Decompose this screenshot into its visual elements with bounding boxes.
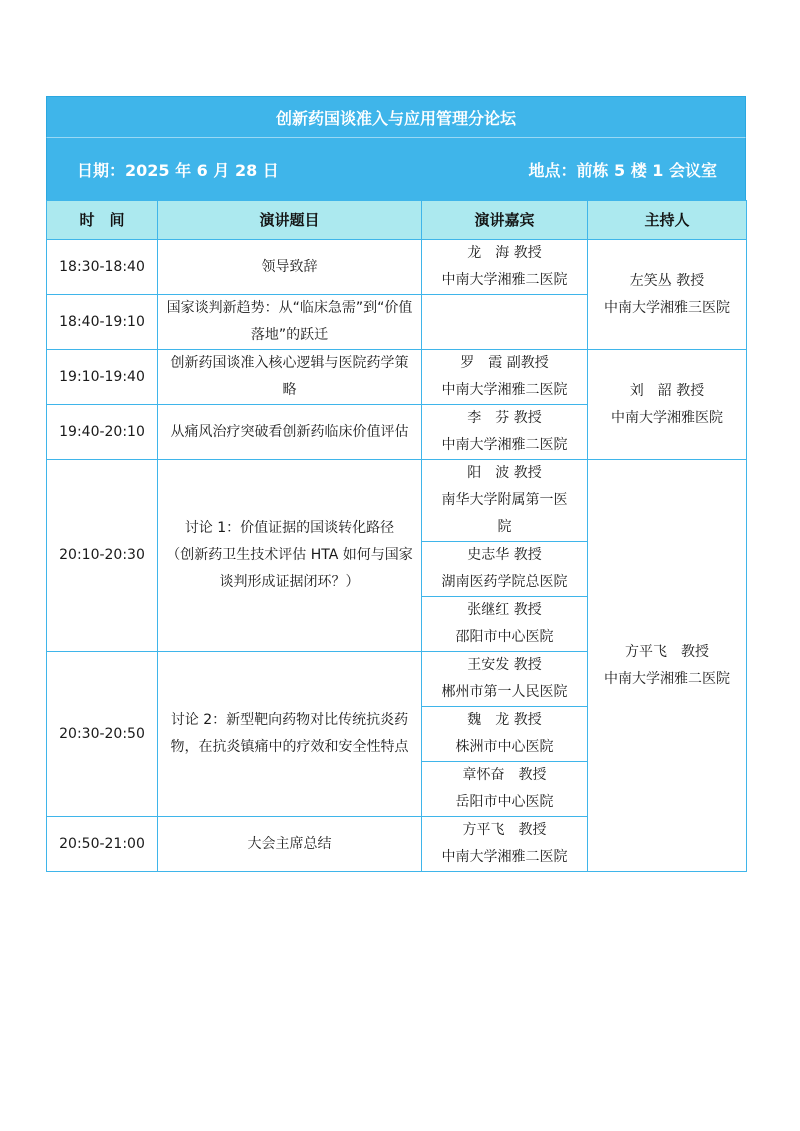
speaker-org: 岳阳市中心医院 bbox=[455, 794, 554, 810]
speaker-cell bbox=[422, 240, 588, 295]
session-topic: 从痛风治疗突破看创新药临床价值评估 bbox=[158, 405, 422, 460]
host-cell bbox=[588, 460, 747, 872]
table-row bbox=[47, 240, 747, 295]
session-topic-line: 讨论 1：价值证据的国谈转化路径 bbox=[184, 520, 395, 536]
speaker-cell-empty bbox=[422, 295, 588, 350]
session-time: 18:40-19:10 bbox=[47, 295, 158, 350]
header-row bbox=[47, 201, 747, 240]
speaker-cell bbox=[422, 707, 588, 762]
forum-info-bar bbox=[46, 138, 746, 200]
schedule-table bbox=[46, 200, 747, 872]
speaker-org: 中南大学湘雅二医院 bbox=[441, 382, 568, 398]
forum-date: 日期：2025 年 6 月 28 日 bbox=[77, 160, 279, 180]
speaker-cell bbox=[422, 762, 588, 817]
speaker-org: 中南大学湘雅二医院 bbox=[441, 272, 568, 288]
col-header-host: 主持人 bbox=[588, 201, 747, 240]
speaker-org: 湖南医药学院总医院 bbox=[441, 574, 568, 590]
session-topic: 讨论 2：新型靶向药物对比传统抗炎药物，在抗炎镇痛中的疗效和安全性特点 bbox=[158, 652, 422, 817]
forum-title: 创新药国谈准入与应用管理分论坛 bbox=[46, 96, 746, 138]
speaker-cell bbox=[422, 405, 588, 460]
host-cell bbox=[588, 350, 747, 460]
session-time: 19:40-20:10 bbox=[47, 405, 158, 460]
speaker-org: 邵阳市中心医院 bbox=[455, 629, 554, 645]
speaker-cell bbox=[422, 350, 588, 405]
host-org: 中南大学湘雅医院 bbox=[611, 409, 723, 426]
table-row bbox=[47, 350, 747, 405]
session-topic bbox=[158, 460, 422, 652]
session-time: 20:50-21:00 bbox=[47, 817, 158, 872]
host-name: 左笑丛 教授 bbox=[629, 272, 705, 289]
speaker-org: 南华大学附属第一医院 bbox=[441, 492, 568, 535]
session-time: 20:10-20:30 bbox=[47, 460, 158, 652]
speaker-cell bbox=[422, 460, 588, 542]
speaker-org: 郴州市第一人民医院 bbox=[441, 684, 568, 700]
session-topic-line: （创新药卫生技术评估 HTA 如何与国家谈判形成证据闭环？） bbox=[166, 547, 413, 590]
speaker-cell bbox=[422, 542, 588, 597]
session-time: 18:30-18:40 bbox=[47, 240, 158, 295]
session-time: 20:30-20:50 bbox=[47, 652, 158, 817]
speaker-org: 中南大学湘雅二医院 bbox=[441, 849, 568, 865]
host-name: 方平飞 教授 bbox=[625, 643, 709, 660]
speaker-cell bbox=[422, 817, 588, 872]
host-name: 刘 韶 教授 bbox=[629, 382, 705, 399]
speaker-org: 中南大学湘雅二医院 bbox=[441, 437, 568, 453]
host-org: 中南大学湘雅三医院 bbox=[604, 299, 730, 316]
session-topic: 国家谈判新趋势：从“临床急需”到“价值落地”的跃迁 bbox=[158, 295, 422, 350]
session-topic: 大会主席总结 bbox=[158, 817, 422, 872]
speaker-name: 方平飞 教授 bbox=[462, 822, 547, 838]
speaker-name: 李 芬 教授 bbox=[467, 410, 542, 426]
speaker-org: 株洲市中心医院 bbox=[455, 739, 554, 755]
host-cell bbox=[588, 240, 747, 350]
session-topic: 领导致辞 bbox=[158, 240, 422, 295]
speaker-name: 阳 波 教授 bbox=[467, 465, 542, 481]
speaker-cell bbox=[422, 597, 588, 652]
col-header-speaker: 演讲嘉宾 bbox=[422, 201, 588, 240]
speaker-name: 罗 霞 副教授 bbox=[460, 355, 549, 371]
session-topic: 创新药国谈准入核心逻辑与医院药学策略 bbox=[158, 350, 422, 405]
session-time: 19:10-19:40 bbox=[47, 350, 158, 405]
speaker-name: 魏 龙 教授 bbox=[467, 712, 542, 728]
forum-schedule bbox=[46, 96, 746, 872]
host-org: 中南大学湘雅二医院 bbox=[604, 670, 730, 687]
speaker-name: 史志华 教授 bbox=[467, 547, 542, 563]
table-row bbox=[47, 460, 747, 542]
speaker-name: 张继红 教授 bbox=[467, 602, 542, 618]
speaker-cell bbox=[422, 652, 588, 707]
col-header-time: 时 间 bbox=[47, 201, 158, 240]
forum-venue: 地点：前栋 5 楼 1 会议室 bbox=[528, 160, 717, 180]
col-header-topic: 演讲题目 bbox=[158, 201, 422, 240]
speaker-name: 龙 海 教授 bbox=[467, 245, 542, 261]
speaker-name: 王安发 教授 bbox=[467, 657, 542, 673]
speaker-name: 章怀奋 教授 bbox=[462, 767, 547, 783]
